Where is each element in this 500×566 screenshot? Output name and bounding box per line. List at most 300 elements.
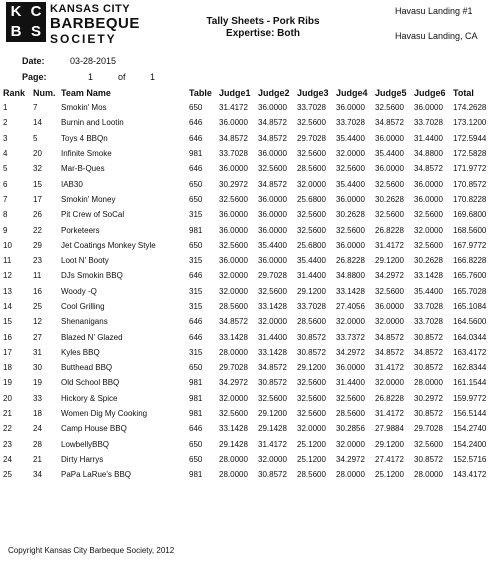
judge2-cell: 34.8572 (258, 363, 287, 373)
judge2-cell: 29.7028 (258, 271, 287, 281)
num-cell: 11 (33, 271, 42, 281)
table-cell: 315 (189, 286, 203, 296)
rank-cell: 12 (3, 271, 12, 281)
judge3-cell: 31.4400 (297, 271, 326, 281)
table-cell: 646 (189, 332, 203, 342)
num-cell: 20 (33, 149, 42, 159)
judge4-cell: 32.0000 (336, 439, 365, 449)
total-cell: 164.0344 (453, 332, 487, 342)
col-judge3: Judge3 (297, 88, 329, 98)
table-row (3, 238, 493, 253)
num-cell: 14 (33, 118, 42, 128)
judge6-cell: 30.2628 (414, 256, 443, 266)
page-label: Page: (22, 72, 47, 82)
total-cell: 166.8228 (453, 256, 487, 266)
team-name-cell: IAB30 (61, 179, 83, 189)
total-cell: 161.1544 (453, 378, 487, 388)
judge4-cell: 34.2972 (336, 347, 365, 357)
judge5-cell: 32.5600 (375, 210, 404, 220)
judge4-cell: 26.8228 (336, 256, 365, 266)
judge3-cell: 29.1200 (297, 286, 326, 296)
table-cell: 981 (189, 470, 203, 480)
judge5-cell: 36.0000 (375, 164, 404, 174)
page-number: 1 (88, 72, 94, 82)
team-name-cell: DJs Smokin BBQ (61, 271, 123, 281)
num-cell: 32 (33, 164, 42, 174)
total-cell: 165.7600 (453, 271, 487, 281)
judge1-cell: 29.7028 (219, 363, 248, 373)
judge2-cell: 29.1200 (258, 409, 287, 419)
table-cell: 650 (189, 103, 203, 113)
judge3-cell: 28.5600 (297, 470, 326, 480)
judge2-cell: 32.0000 (258, 317, 287, 327)
table-cell: 981 (189, 378, 203, 388)
judge1-cell: 33.1428 (219, 332, 248, 342)
kcbs-logo (6, 2, 156, 46)
judge2-cell: 30.8572 (258, 378, 287, 388)
judge1-cell: 32.5600 (219, 194, 248, 204)
num-cell: 24 (33, 424, 42, 434)
num-cell: 23 (33, 256, 42, 266)
judge1-cell: 36.0000 (219, 164, 248, 174)
judge4-cell: 34.8800 (336, 271, 365, 281)
judge5-cell: 32.5600 (375, 286, 404, 296)
team-name-cell: Old School BBQ (61, 378, 120, 388)
judge3-cell: 28.5600 (297, 317, 326, 327)
total-cell: 162.8344 (453, 363, 487, 373)
team-name-cell: Camp House BBQ (61, 424, 127, 434)
col-team-name: Team Name (61, 88, 111, 98)
judge3-cell: 32.5600 (297, 409, 326, 419)
num-cell: 30 (33, 363, 42, 373)
tally-table (3, 86, 493, 482)
table-row (3, 375, 493, 390)
judge1-cell: 36.0000 (219, 256, 248, 266)
table-cell: 646 (189, 317, 203, 327)
table-row (3, 222, 493, 237)
judge3-cell: 25.1200 (297, 439, 326, 449)
report-title: Tally Sheets - Pork Ribs (206, 16, 320, 27)
table-row (3, 406, 493, 421)
logo-letter: B (10, 23, 22, 40)
logo-line-3: SOCIETY (50, 32, 117, 46)
judge2-cell: 36.0000 (258, 149, 287, 159)
judge4-cell: 32.0000 (336, 149, 365, 159)
table-cell: 315 (189, 302, 203, 311)
judge4-cell: 35.4400 (336, 179, 365, 189)
judge3-cell: 28.5600 (297, 164, 326, 174)
rank-cell: 20 (3, 393, 12, 403)
table-cell: 315 (189, 256, 203, 266)
logo-letter: S (30, 23, 41, 40)
judge2-cell: 30.8572 (258, 470, 287, 480)
judge4-cell: 36.0000 (336, 103, 365, 113)
rank-cell: 3 (3, 133, 8, 143)
judge4-cell: 30.2628 (336, 210, 365, 220)
team-name-cell: Kyles BBQ (61, 347, 100, 357)
judge1-cell: 32.0000 (219, 271, 248, 281)
judge4-cell: 35.4400 (336, 133, 365, 143)
table-cell: 981 (189, 149, 203, 159)
table-row (3, 467, 493, 482)
judge4-cell: 30.2856 (336, 424, 365, 434)
team-name-cell: Pit Crew of SoCal (61, 210, 125, 220)
judge6-cell: 36.0000 (414, 179, 443, 189)
col-judge1: Judge1 (219, 88, 251, 98)
judge1-cell: 32.5600 (219, 240, 248, 250)
table-row (3, 115, 493, 130)
table-cell: 650 (189, 179, 203, 189)
table-row (3, 268, 493, 283)
judge5-cell: 26.8228 (375, 225, 404, 235)
table-row (3, 161, 493, 176)
table-row (3, 329, 493, 344)
judge4-cell: 33.7028 (336, 118, 365, 128)
rank-cell: 1 (3, 103, 8, 113)
date-value: 03-28-2015 (70, 56, 117, 66)
judge6-cell: 34.8572 (414, 164, 443, 174)
judge3-cell: 30.8572 (297, 347, 326, 357)
judge3-cell: 35.4400 (297, 256, 326, 266)
rank-cell: 16 (3, 332, 12, 342)
rank-cell: 18 (3, 363, 12, 373)
judge2-cell: 32.5600 (258, 286, 287, 296)
contest-info (395, 6, 478, 56)
total-cell: 171.9772 (453, 164, 487, 174)
rank-cell: 8 (3, 210, 8, 220)
col-judge5: Judge5 (375, 88, 407, 98)
table-row (3, 437, 493, 452)
judge4-cell: 32.5600 (336, 225, 365, 235)
num-cell: 5 (33, 133, 38, 143)
judge6-cell: 30.8572 (414, 409, 443, 419)
page-of-label: of (118, 72, 126, 82)
judge1-cell: 29.1428 (219, 439, 248, 449)
team-name-cell: Women Dig My Cooking (61, 409, 148, 419)
team-name-cell: LowbellyBBQ (61, 439, 110, 449)
judge3-cell: 32.5600 (297, 210, 326, 220)
num-cell: 16 (33, 286, 42, 296)
judge4-cell: 31.4400 (336, 378, 365, 388)
total-cell: 165.1084 (453, 302, 487, 311)
table-cell: 981 (189, 393, 203, 403)
team-name-cell: Jet Coatings Monkey Style (61, 240, 156, 250)
judge5-cell: 31.4172 (375, 363, 404, 373)
report-title-block (188, 16, 338, 40)
logo-line-1: KANSAS CITY (50, 3, 131, 15)
team-name-cell: Cool Grilling (61, 302, 105, 311)
table-cell: 650 (189, 363, 203, 373)
judge6-cell: 30.8572 (414, 332, 443, 342)
table-row (3, 314, 493, 329)
table-row (3, 131, 493, 146)
rank-cell: 22 (3, 424, 12, 434)
judge1-cell: 34.2972 (219, 378, 248, 388)
judge6-cell: 30.8572 (414, 454, 443, 464)
judge6-cell: 36.0000 (414, 103, 443, 113)
judge5-cell: 34.8572 (375, 332, 404, 342)
judge6-cell: 36.0000 (414, 194, 443, 204)
num-cell: 21 (33, 454, 42, 464)
judge1-cell: 36.0000 (219, 225, 248, 235)
judge5-cell: 27.4172 (375, 454, 404, 464)
judge2-cell: 36.0000 (258, 103, 287, 113)
table-cell: 650 (189, 240, 203, 250)
table-row (3, 192, 493, 207)
judge4-cell: 34.2972 (336, 454, 365, 464)
judge2-cell: 33.1428 (258, 347, 287, 357)
col-judge6: Judge6 (414, 88, 446, 98)
judge5-cell: 27.9884 (375, 424, 404, 434)
total-cell: 173.1200 (453, 118, 487, 128)
judge3-cell: 32.0000 (297, 424, 326, 434)
team-name-cell: Smokin' Mos (61, 103, 107, 113)
judge1-cell: 30.2972 (219, 179, 248, 189)
table-row (3, 284, 493, 299)
table-cell: 646 (189, 133, 203, 143)
total-cell: 165.7028 (453, 286, 487, 296)
judge4-cell: 32.5600 (336, 393, 365, 403)
total-cell: 170.8572 (453, 179, 487, 189)
team-name-cell: PaPa LaRue's BBQ (61, 470, 132, 480)
judge5-cell: 29.1200 (375, 439, 404, 449)
total-cell: 169.6800 (453, 210, 487, 220)
num-cell: 7 (33, 103, 38, 113)
rank-cell: 17 (3, 347, 12, 357)
num-cell: 18 (33, 409, 42, 419)
num-cell: 25 (33, 302, 42, 311)
judge5-cell: 34.2972 (375, 271, 404, 281)
num-cell: 33 (33, 393, 42, 403)
judge5-cell: 32.0000 (375, 378, 404, 388)
team-name-cell: Shenanigans (61, 317, 108, 327)
judge4-cell: 33.7372 (336, 332, 365, 342)
logo-letter: K (10, 3, 22, 20)
judge4-cell: 36.0000 (336, 363, 365, 373)
judge4-cell: 36.0000 (336, 240, 365, 250)
judge2-cell: 36.0000 (258, 256, 287, 266)
table-cell: 650 (189, 439, 203, 449)
page-count: 1 (150, 72, 156, 82)
judge2-cell: 36.0000 (258, 210, 287, 220)
judge1-cell: 34.8572 (219, 317, 248, 327)
judge6-cell: 34.8572 (414, 347, 443, 357)
judge1-cell: 28.5600 (219, 302, 248, 311)
kcbs-logo-mark (6, 2, 46, 42)
team-name-cell: Woody -Q (61, 286, 97, 296)
judge6-cell: 32.0000 (414, 225, 443, 235)
total-cell: 152.5716 (453, 454, 487, 464)
judge6-cell: 28.0000 (414, 470, 443, 480)
judge6-cell: 31.4400 (414, 133, 443, 143)
num-cell: 17 (33, 194, 42, 204)
col-judge4: Judge4 (336, 88, 368, 98)
rank-cell: 19 (3, 378, 12, 388)
judge4-cell: 32.5600 (336, 164, 365, 174)
judge2-cell: 34.8572 (258, 118, 287, 128)
judge6-cell: 33.1428 (414, 271, 443, 281)
tally-header-row (3, 86, 493, 100)
num-cell: 22 (33, 225, 42, 235)
team-name-cell: Hickory & Spice (61, 393, 118, 403)
judge5-cell: 34.8572 (375, 118, 404, 128)
judge6-cell: 34.8800 (414, 149, 443, 159)
total-cell: 163.4172 (453, 347, 487, 357)
judge5-cell: 26.8228 (375, 393, 404, 403)
logo-wordmark (50, 2, 158, 46)
judge6-cell: 32.5600 (414, 210, 443, 220)
rank-cell: 7 (3, 194, 8, 204)
judge3-cell: 32.5600 (297, 225, 326, 235)
total-cell: 159.9772 (453, 393, 487, 403)
tally-body (3, 100, 493, 482)
team-name-cell: Mar-B-Ques (61, 164, 105, 174)
judge6-cell: 33.7028 (414, 302, 443, 311)
judge3-cell: 30.8572 (297, 332, 326, 342)
judge3-cell: 32.5600 (297, 393, 326, 403)
num-cell: 19 (33, 378, 42, 388)
total-cell: 168.5600 (453, 225, 487, 235)
total-cell: 154.2400 (453, 439, 487, 449)
table-cell: 646 (189, 424, 203, 434)
judge1-cell: 33.7028 (219, 149, 248, 159)
rank-cell: 14 (3, 302, 12, 311)
date-label: Date: (22, 56, 45, 66)
judge1-cell: 28.0000 (219, 454, 248, 464)
judge5-cell: 32.5600 (375, 179, 404, 189)
table-cell: 315 (189, 347, 203, 357)
judge3-cell: 33.7028 (297, 103, 326, 113)
judge5-cell: 32.5600 (375, 103, 404, 113)
total-cell: 174.2628 (453, 103, 487, 113)
judge4-cell: 28.5600 (336, 409, 365, 419)
total-cell: 167.9772 (453, 240, 487, 250)
judge4-cell: 36.0000 (336, 194, 365, 204)
table-row (3, 100, 493, 115)
col-rank: Rank (3, 88, 26, 98)
rank-cell: 24 (3, 454, 12, 464)
total-cell: 154.2740 (453, 424, 487, 434)
judge5-cell: 35.4400 (375, 149, 404, 159)
judge3-cell: 29.7028 (297, 133, 326, 143)
judge3-cell: 32.5600 (297, 118, 326, 128)
judge1-cell: 28.0000 (219, 470, 248, 480)
rank-cell: 11 (3, 256, 12, 266)
rank-cell: 2 (3, 118, 8, 128)
team-name-cell: Blazed N' Glazed (61, 332, 123, 342)
total-cell: 172.5828 (453, 149, 487, 159)
rank-cell: 13 (3, 286, 12, 296)
num-cell: 31 (33, 347, 42, 357)
rank-cell: 5 (3, 164, 8, 174)
judge3-cell: 33.7028 (297, 302, 326, 311)
team-name-cell: Burnin and Lootin (61, 118, 124, 128)
judge6-cell: 28.0000 (414, 378, 443, 388)
rank-cell: 23 (3, 439, 12, 449)
report-subtitle: Expertise: Both (226, 28, 300, 39)
judge6-cell: 35.4400 (414, 286, 443, 296)
judge5-cell: 31.4172 (375, 240, 404, 250)
judge3-cell: 29.1200 (297, 363, 326, 373)
judge5-cell: 25.1200 (375, 470, 404, 480)
num-cell: 29 (33, 240, 42, 250)
table-row (3, 360, 493, 375)
judge1-cell: 32.5600 (219, 409, 248, 419)
judge6-cell: 30.2972 (414, 393, 443, 403)
judge3-cell: 32.0000 (297, 179, 326, 189)
judge3-cell: 25.6800 (297, 194, 326, 204)
table-cell: 981 (189, 225, 203, 235)
rank-cell: 9 (3, 225, 8, 235)
judge2-cell: 35.4400 (258, 240, 287, 250)
judge1-cell: 28.0000 (219, 347, 248, 357)
judge1-cell: 36.0000 (219, 210, 248, 220)
table-row (3, 345, 493, 360)
col-num: Num. (33, 88, 56, 98)
copyright-footer: Copyright Kansas City Barbeque Society, 2012 (8, 546, 175, 555)
judge4-cell: 27.4056 (336, 302, 365, 311)
team-name-cell: Dirty Harrys (61, 454, 104, 464)
table-row (3, 176, 493, 191)
rank-cell: 15 (3, 317, 12, 327)
total-cell: 164.5600 (453, 317, 487, 327)
judge3-cell: 25.1200 (297, 454, 326, 464)
judge5-cell: 34.8572 (375, 347, 404, 357)
judge6-cell: 33.7028 (414, 118, 443, 128)
judge4-cell: 32.0000 (336, 317, 365, 327)
judge5-cell: 36.0000 (375, 302, 404, 311)
judge6-cell: 32.5600 (414, 240, 443, 250)
judge2-cell: 31.4400 (258, 332, 287, 342)
judge2-cell: 31.4172 (258, 439, 287, 449)
judge2-cell: 32.5600 (258, 393, 287, 403)
col-judge2: Judge2 (258, 88, 290, 98)
num-cell: 27 (33, 332, 42, 342)
judge2-cell: 32.0000 (258, 454, 287, 464)
contest-location: Havasu Landing, CA (395, 31, 478, 41)
judge4-cell: 28.0000 (336, 470, 365, 480)
table-cell: 650 (189, 194, 203, 204)
num-cell: 26 (33, 210, 42, 220)
table-cell: 981 (189, 409, 203, 419)
team-name-cell: Loot N' Booty (61, 256, 109, 266)
total-cell: 170.8228 (453, 194, 487, 204)
num-cell: 28 (33, 439, 42, 449)
team-name-cell: Toys 4 BBQn (61, 133, 108, 143)
table-cell: 646 (189, 118, 203, 128)
judge3-cell: 32.5600 (297, 378, 326, 388)
num-cell: 12 (33, 317, 42, 327)
rank-cell: 10 (3, 240, 12, 250)
table-row (3, 207, 493, 222)
judge6-cell: 29.7028 (414, 424, 443, 434)
table-row (3, 253, 493, 268)
total-cell: 143.4172 (453, 470, 487, 480)
judge1-cell: 32.0000 (219, 393, 248, 403)
judge2-cell: 34.8572 (258, 179, 287, 189)
team-name-cell: Porketeers (61, 225, 100, 235)
total-cell: 172.5944 (453, 133, 487, 143)
judge1-cell: 32.0000 (219, 286, 248, 296)
judge5-cell: 30.2628 (375, 194, 404, 204)
col-total: Total (453, 88, 474, 98)
judge1-cell: 33.1428 (219, 424, 248, 434)
team-name-cell: Infinite Smoke (61, 149, 112, 159)
logo-letter: C (30, 3, 42, 20)
logo-line-2: BARBEQUE (50, 15, 140, 32)
judge6-cell: 30.8572 (414, 363, 443, 373)
judge3-cell: 25.6800 (297, 240, 326, 250)
